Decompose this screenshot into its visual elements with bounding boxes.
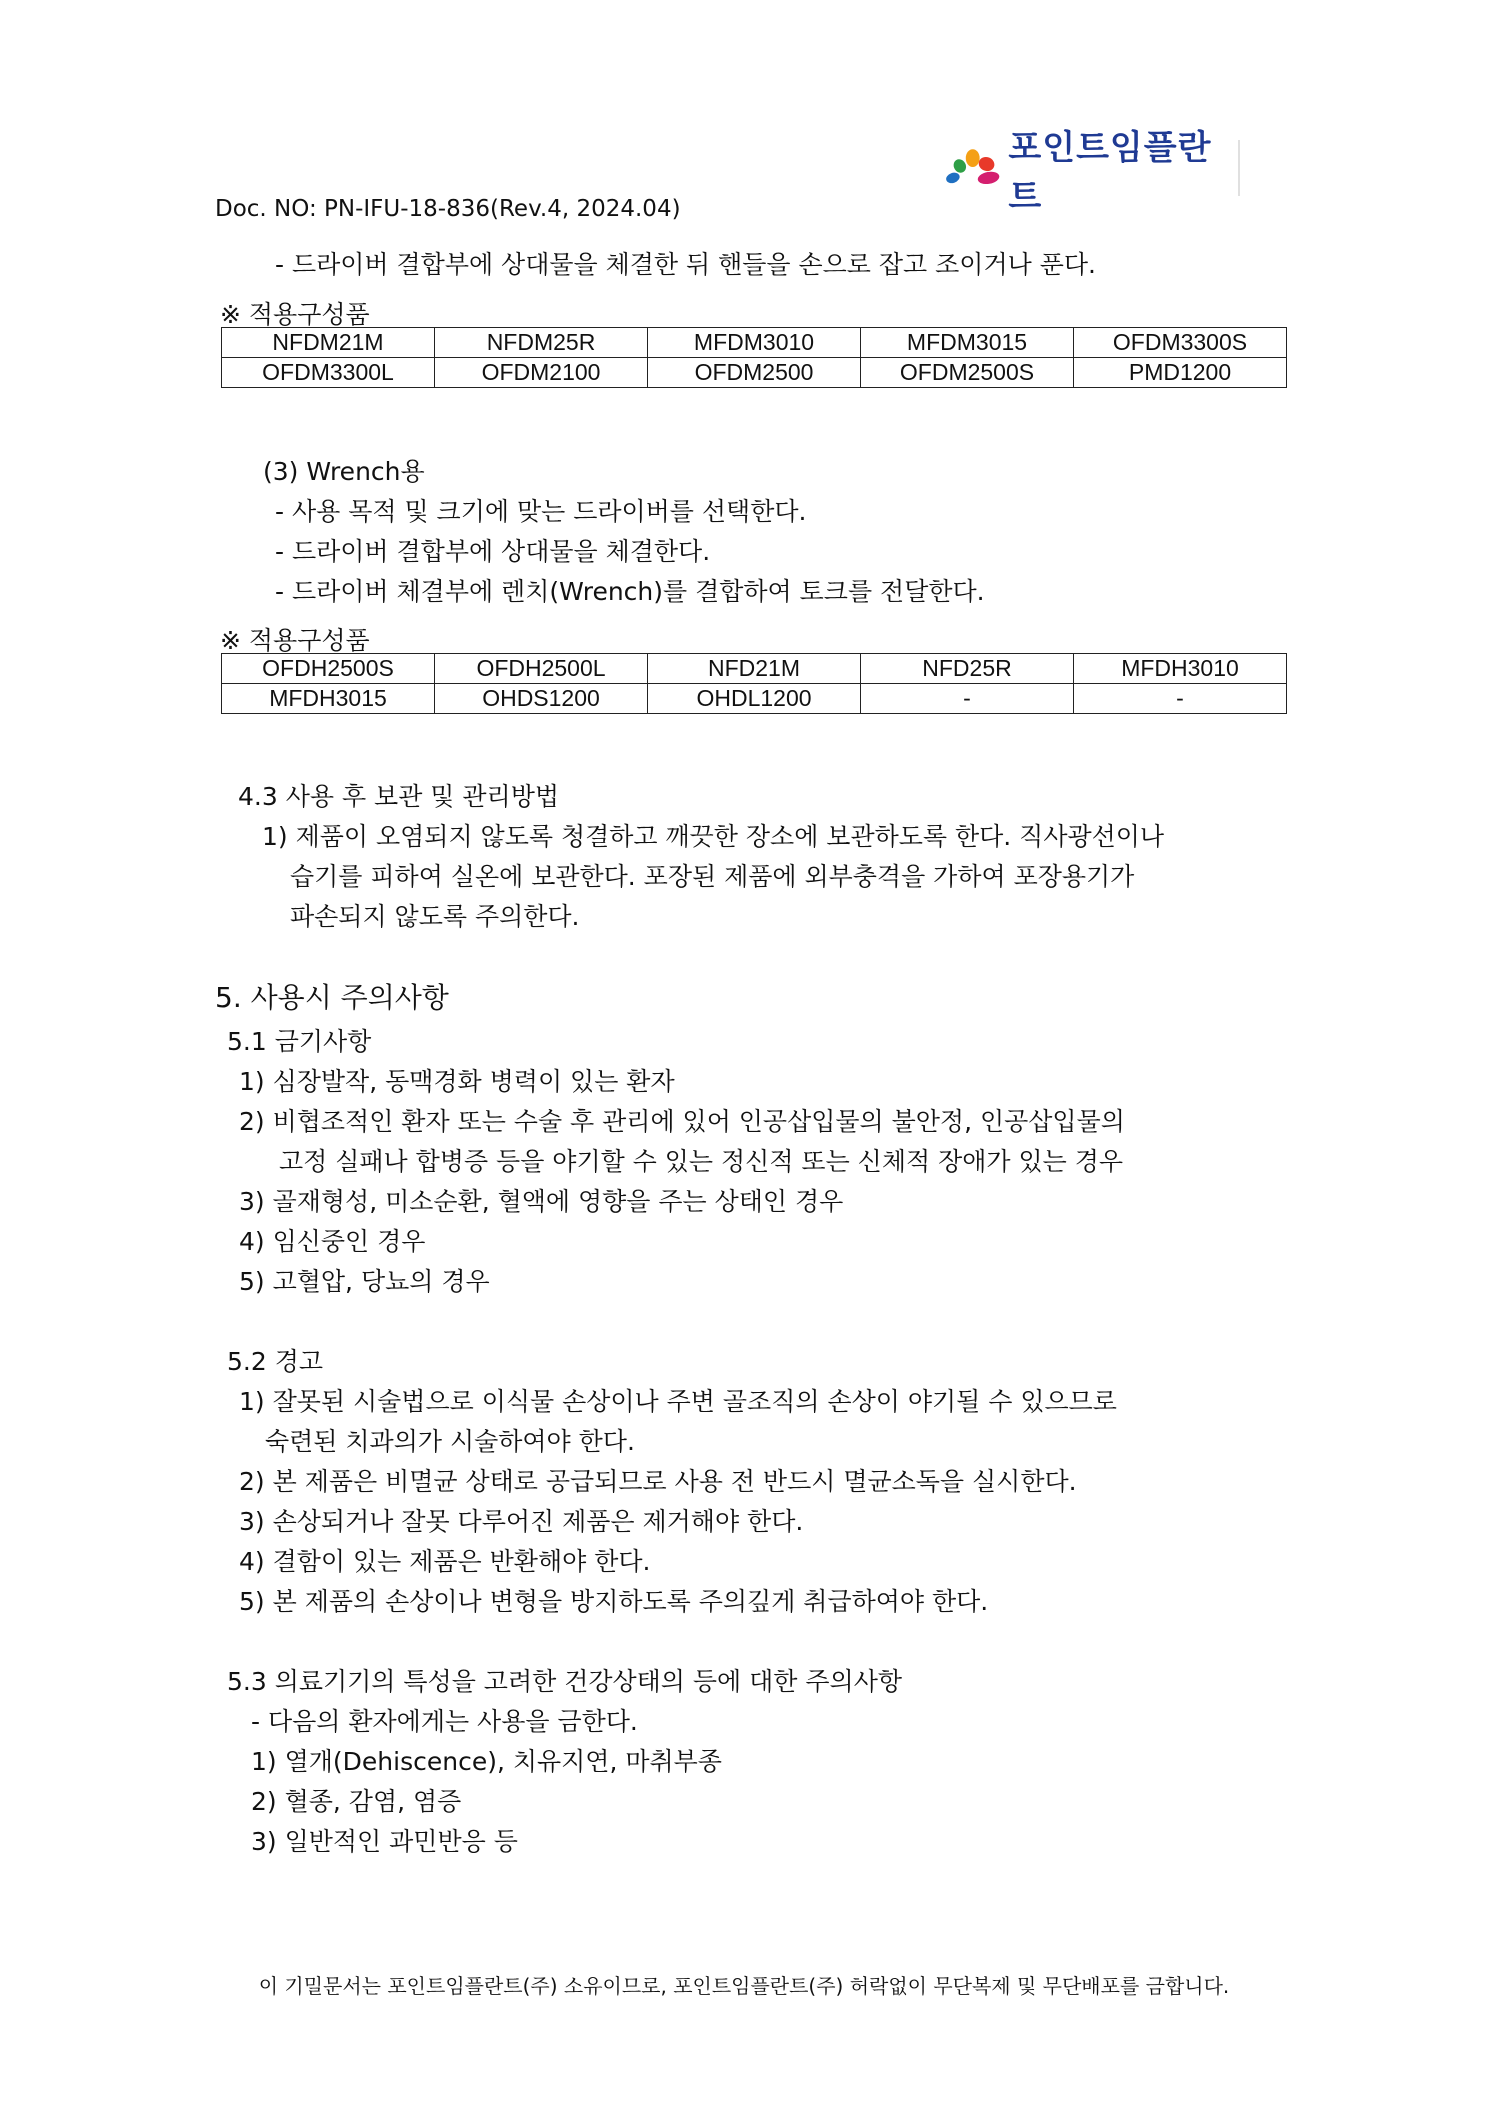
list-item: 5) 고혈압, 당뇨의 경우 <box>239 1267 490 1296</box>
list-item: 1) 잘못된 시술법으로 이식물 손상이나 주변 골조직의 손상이 야기될 수 있으므로 <box>239 1387 1117 1416</box>
list-item: 2) 비협조적인 환자 또는 수술 후 관리에 있어 인공삽입물의 불안정, 인공삽입물의 <box>239 1107 1125 1136</box>
table-cell: NFD21M <box>648 654 861 684</box>
components-label: ※ 적용구성품 <box>220 300 370 329</box>
table-cell: - <box>1074 684 1287 714</box>
table-cell: NFD25R <box>861 654 1074 684</box>
list-item: 2) 본 제품은 비멸균 상태로 공급되므로 사용 전 반드시 멸균소독을 실시한다. <box>239 1467 1077 1496</box>
list-item: 3) 일반적인 과민반응 등 <box>251 1827 518 1856</box>
list-item: 4) 임신중인 경우 <box>239 1227 426 1256</box>
table-cell: PMD1200 <box>1074 358 1287 388</box>
section-4-3-heading: 4.3 사용 후 보관 및 관리방법 <box>238 782 559 811</box>
section-4-3-line: 파손되지 않도록 주의한다. <box>290 902 580 931</box>
logo-divider <box>1238 140 1240 196</box>
table-cell: OFDM2500S <box>861 358 1074 388</box>
list-item: 2) 혈종, 감염, 염증 <box>251 1787 462 1816</box>
list-item: 숙련된 치과의가 시술하여야 한다. <box>265 1427 635 1456</box>
components-label: ※ 적용구성품 <box>220 626 370 655</box>
section-5-2-heading: 5.2 경고 <box>227 1347 324 1376</box>
table-cell: OFDH2500L <box>435 654 648 684</box>
table-cell: OFDM2500 <box>648 358 861 388</box>
table-cell: OHDL1200 <box>648 684 861 714</box>
company-logo <box>943 128 1243 217</box>
list-item: 고정 실패나 합병증 등을 야기할 수 있는 정신적 또는 신체적 장애가 있는 경우 <box>279 1147 1124 1176</box>
section-5-1-heading: 5.1 금기사항 <box>227 1027 372 1056</box>
table-row <box>222 328 1287 358</box>
wrench-step: - 사용 목적 및 크기에 맞는 드라이버를 선택한다. <box>275 497 807 526</box>
table-cell: MFDH3010 <box>1074 654 1287 684</box>
logo-text: 포인트임플란트 <box>1008 128 1212 217</box>
section-5-heading: 5. 사용시 주의사항 <box>215 981 449 1014</box>
table-cell: OHDS1200 <box>435 684 648 714</box>
wrench-step: - 드라이버 결합부에 상대물을 체결한다. <box>275 537 711 566</box>
doc-number: Doc. NO: PN-IFU-18-836(Rev.4, 2024.04) <box>215 196 681 222</box>
table-row <box>222 654 1287 684</box>
driver-step: - 드라이버 결합부에 상대물을 체결한 뒤 핸들을 손으로 잡고 조이거나 푼다. <box>275 250 1096 279</box>
section-5-3-heading: 5.3 의료기기의 특성을 고려한 건강상태의 등에 대한 주의사항 <box>227 1667 902 1696</box>
table-row <box>222 684 1287 714</box>
list-item: 1) 심장발작, 동맥경화 병력이 있는 환자 <box>239 1067 675 1096</box>
components-table-1 <box>221 327 1287 388</box>
table-cell: MFDM3015 <box>861 328 1074 358</box>
table-cell: - <box>861 684 1074 714</box>
section-4-3-line: 1) 제품이 오염되지 않도록 청결하고 깨끗한 장소에 보관하도록 한다. 직사광선이나 <box>262 822 1165 851</box>
table-cell: NFDM21M <box>222 328 435 358</box>
components-table-2 <box>221 653 1287 714</box>
table-cell: OFDH2500S <box>222 654 435 684</box>
list-item: 3) 골재형성, 미소순환, 혈액에 영향을 주는 상태인 경우 <box>239 1187 844 1216</box>
table-cell: OFDM3300S <box>1074 328 1287 358</box>
list-item: 3) 손상되거나 잘못 다루어진 제품은 제거해야 한다. <box>239 1507 804 1536</box>
section-4-3-line: 습기를 피하여 실온에 보관한다. 포장된 제품에 외부충격을 가하여 포장용기가 <box>290 862 1135 891</box>
list-item: 4) 결함이 있는 제품은 반환해야 한다. <box>239 1547 651 1576</box>
list-item: 1) 열개(Dehiscence), 치유지연, 마취부종 <box>251 1747 722 1776</box>
list-item: - 다음의 환자에게는 사용을 금한다. <box>251 1707 638 1736</box>
table-cell: MFDH3015 <box>222 684 435 714</box>
table-cell: MFDM3010 <box>648 328 861 358</box>
table-cell: NFDM25R <box>435 328 648 358</box>
wrench-heading: (3) Wrench용 <box>263 457 425 486</box>
table-row <box>222 358 1287 388</box>
wrench-step: - 드라이버 체결부에 렌치(Wrench)를 결합하여 토크를 전달한다. <box>275 577 985 606</box>
flower-logo-icon <box>943 146 1004 192</box>
confidential-footer: 이 기밀문서는 포인트임플란트(주) 소유이므로, 포인트임플란트(주) 허락없이 무단복제 및 무단배포를 금합니다. <box>258 1974 1230 1998</box>
list-item: 5) 본 제품의 손상이나 변형을 방지하도록 주의깊게 취급하여야 한다. <box>239 1587 989 1616</box>
table-cell: OFDM2100 <box>435 358 648 388</box>
table-cell: OFDM3300L <box>222 358 435 388</box>
